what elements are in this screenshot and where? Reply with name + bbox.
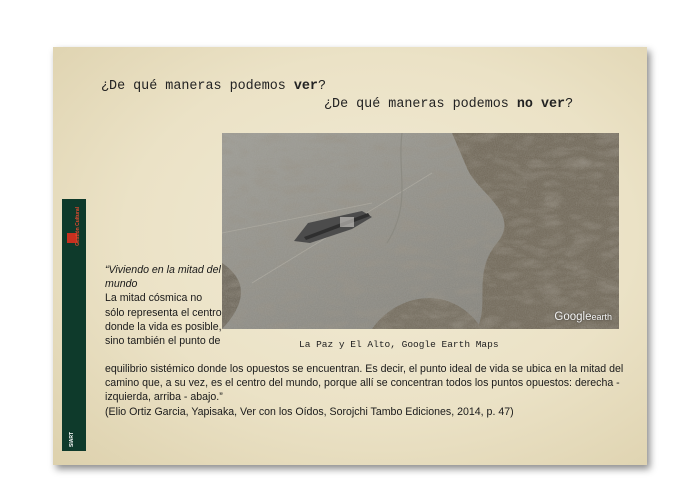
bottom-logo (65, 399, 83, 447)
heading-line-1: ¿De qué maneras podemos ver? (101, 79, 327, 94)
satellite-map-graphic (222, 133, 619, 329)
quote-narrow-text: La mitad cósmica no sólo representa el centro donde la vida es posible, sino también el punto de (105, 292, 222, 348)
side-bar (62, 199, 86, 451)
top-logo (65, 205, 83, 253)
quote-title: “Viviendo en la mitad del mundo (105, 264, 221, 291)
map-caption: La Paz y El Alto, Google Earth Maps (299, 339, 499, 350)
satellite-map-image (222, 133, 619, 329)
quote-narrow-block (105, 263, 223, 348)
google-earth-watermark: Googleearth (554, 311, 612, 323)
top-logo-text: Gestión Cultural (75, 207, 81, 246)
bottom-logo-text: SIART (69, 432, 75, 447)
heading-line-2: ¿De qué maneras podemos no ver? (324, 97, 574, 112)
slide-card (53, 47, 647, 465)
quote-citation: (Elio Ortiz Garcia, Yapisaka, Ver con los Oídos, Sorojchi Tambo Ediciones, 2014, p. 47) (105, 406, 514, 418)
quote-wide-text: equilibrio sistémico donde los opuestos se encuentran. Es decir, el punto ideal de vida se ubica en la mitad del camino que, a su vez, es el centro del mundo, porque allí se concentran todos los puntos opuestos: derecha - izquierda, arriba - abajo.” (105, 363, 624, 404)
